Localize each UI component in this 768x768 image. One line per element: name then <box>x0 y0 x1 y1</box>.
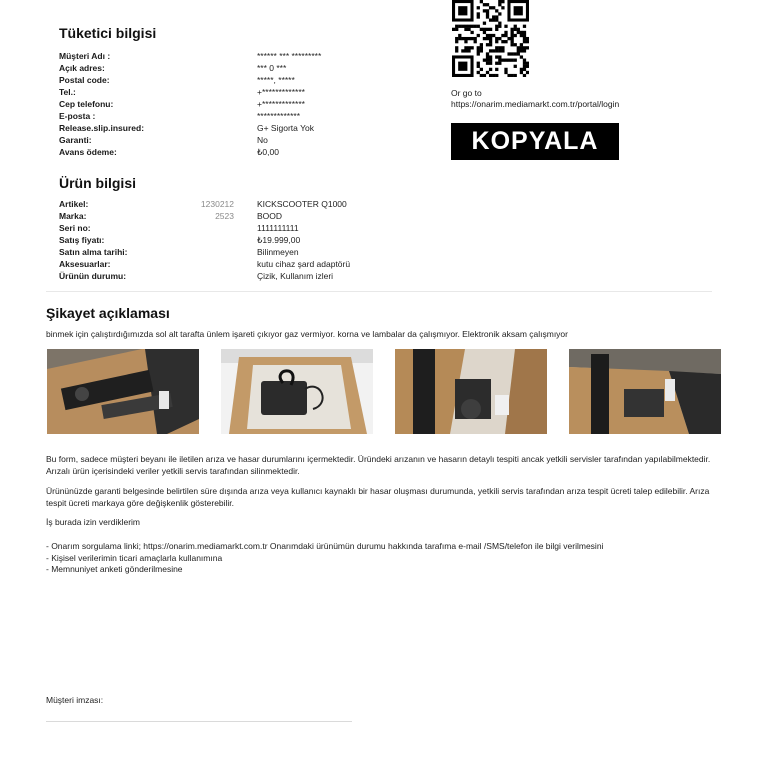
brand-label: Marka: <box>59 211 87 221</box>
article-value: KICKSCOOTER Q1000 <box>257 199 347 209</box>
portal-url-link[interactable]: https://onarim.mediamarkt.com.tr/portal/login <box>451 99 620 109</box>
customer-row <box>59 122 321 134</box>
customer-row <box>59 110 321 122</box>
warranty-label: Garanti: <box>59 135 92 145</box>
customer-row <box>59 74 321 86</box>
customer-row <box>59 62 321 74</box>
section-divider <box>46 291 712 292</box>
product-row <box>59 222 350 234</box>
notes-paragraph-1: Bu form, sadece müşteri beyanı ile iletilen arıza ve hasar durumlarını içermektedir. Üründeki arızanın ve hasarın detaylı tespiti ancak yetkili servisler tarafından yapılabilmektedir. Arızalı ürün içerisindeki veriler yetkili servis tarafından silinmektedir. <box>46 454 711 476</box>
signature-label: Müşteri imzası: <box>46 695 104 705</box>
complaint-text: binmek için çalıştırdığımızda sol alt tarafta ünlem işareti çıkıyor gaz vermiyor. korna ve lambalar da çalışmıyor. Elektronik aksam çalışmıyor <box>46 329 568 339</box>
customer-section-title: Tüketici bilgisi <box>59 25 157 41</box>
product-photo-3[interactable] <box>395 349 547 434</box>
phone-label: Tel.: <box>59 87 76 97</box>
serial-value: 1111111111 <box>257 223 299 233</box>
condition-label: Ürünün durumu: <box>59 271 127 281</box>
customer-row <box>59 146 321 158</box>
product-photo-1[interactable] <box>47 349 199 434</box>
postal-code-label: Postal code: <box>59 75 110 85</box>
brand-code: 2523 <box>215 211 234 221</box>
signature-line[interactable] <box>46 721 352 722</box>
accessories-value: kutu cihaz şard adaptörü <box>257 259 351 269</box>
postal-code-value: *****, ***** <box>257 75 295 85</box>
product-row <box>59 210 350 222</box>
mobile-value: +************* <box>257 99 305 109</box>
mobile-label: Cep telefonu: <box>59 99 114 109</box>
permissions-list <box>46 541 726 576</box>
permission-item: - Onarım sorgulama linki; https://onarim.mediamarkt.com.tr Onarımdaki ürünümün durumu hakkında tarafıma e-mail /SMS/telefon ile bilgi verilmesini <box>46 541 604 551</box>
address-label: Açık adres: <box>59 63 105 73</box>
purchase-date-label: Satın alma tarihi: <box>59 247 128 257</box>
email-label: E-posta : <box>59 111 96 121</box>
customer-row <box>59 86 321 98</box>
or-go-to-text: Or go to <box>451 88 482 98</box>
permissions-title: İş burada izin verdiklerim <box>46 517 141 527</box>
customer-name-label: Müşteri Adı : <box>59 51 111 61</box>
serial-label: Seri no: <box>59 223 91 233</box>
address-value: *** 0 *** <box>257 63 287 73</box>
article-label: Artikel: <box>59 199 89 209</box>
phone-value: +************* <box>257 87 305 97</box>
qr-code-image <box>452 0 529 77</box>
customer-info-list <box>59 50 321 158</box>
product-photo-4[interactable] <box>569 349 721 434</box>
product-section-title: Ürün bilgisi <box>59 175 136 191</box>
warranty-value: No <box>257 135 268 145</box>
product-row <box>59 198 350 210</box>
brand-value: BOOD <box>257 211 283 221</box>
advance-payment-label: Avans ödeme: <box>59 147 117 157</box>
customer-row <box>59 50 321 62</box>
insurance-value: G+ Sigorta Yok <box>257 123 314 133</box>
complaint-section-title: Şikayet açıklaması <box>46 305 170 321</box>
permission-item: - Memnuniyet anketi gönderilmesine <box>46 564 183 574</box>
product-row <box>59 234 350 246</box>
customer-row <box>59 98 321 110</box>
accessories-label: Aksesuarlar: <box>59 259 111 269</box>
email-value: ************* <box>257 111 301 121</box>
product-info-list <box>59 198 350 282</box>
product-row <box>59 246 350 258</box>
product-photo-2[interactable] <box>221 349 373 434</box>
insurance-label: Release.slip.insured: <box>59 123 145 133</box>
notes-paragraph-2: Ürününüzde garanti belgesinde belirtilen süre dışında arıza veya kullanıcı kaynaklı bir hasar oluşması durumunda, yetkili servis tarafından arıza tespit ücreti talep edilebilir. Arıza tespit ücreti markaya göre değişkenlik gösterebilir. <box>46 486 710 508</box>
condition-value: Çizik, Kullanım izleri <box>257 271 334 281</box>
customer-name-value: ****** *** ********* <box>257 51 322 61</box>
product-row <box>59 270 350 282</box>
product-row <box>59 258 350 270</box>
permission-item: - Kişisel verilerimin ticari amaçlarla kullanımına <box>46 552 223 563</box>
advance-payment-value: ₺0,00 <box>257 147 279 157</box>
price-label: Satış fiyatı: <box>59 235 105 245</box>
price-value: ₺19.999,00 <box>257 235 301 245</box>
portal-link-block <box>451 88 619 110</box>
copy-button[interactable]: KOPYALA <box>451 123 619 160</box>
article-code: 1230212 <box>200 199 234 209</box>
purchase-date-value: Bilinmeyen <box>257 247 299 257</box>
customer-row <box>59 134 321 146</box>
